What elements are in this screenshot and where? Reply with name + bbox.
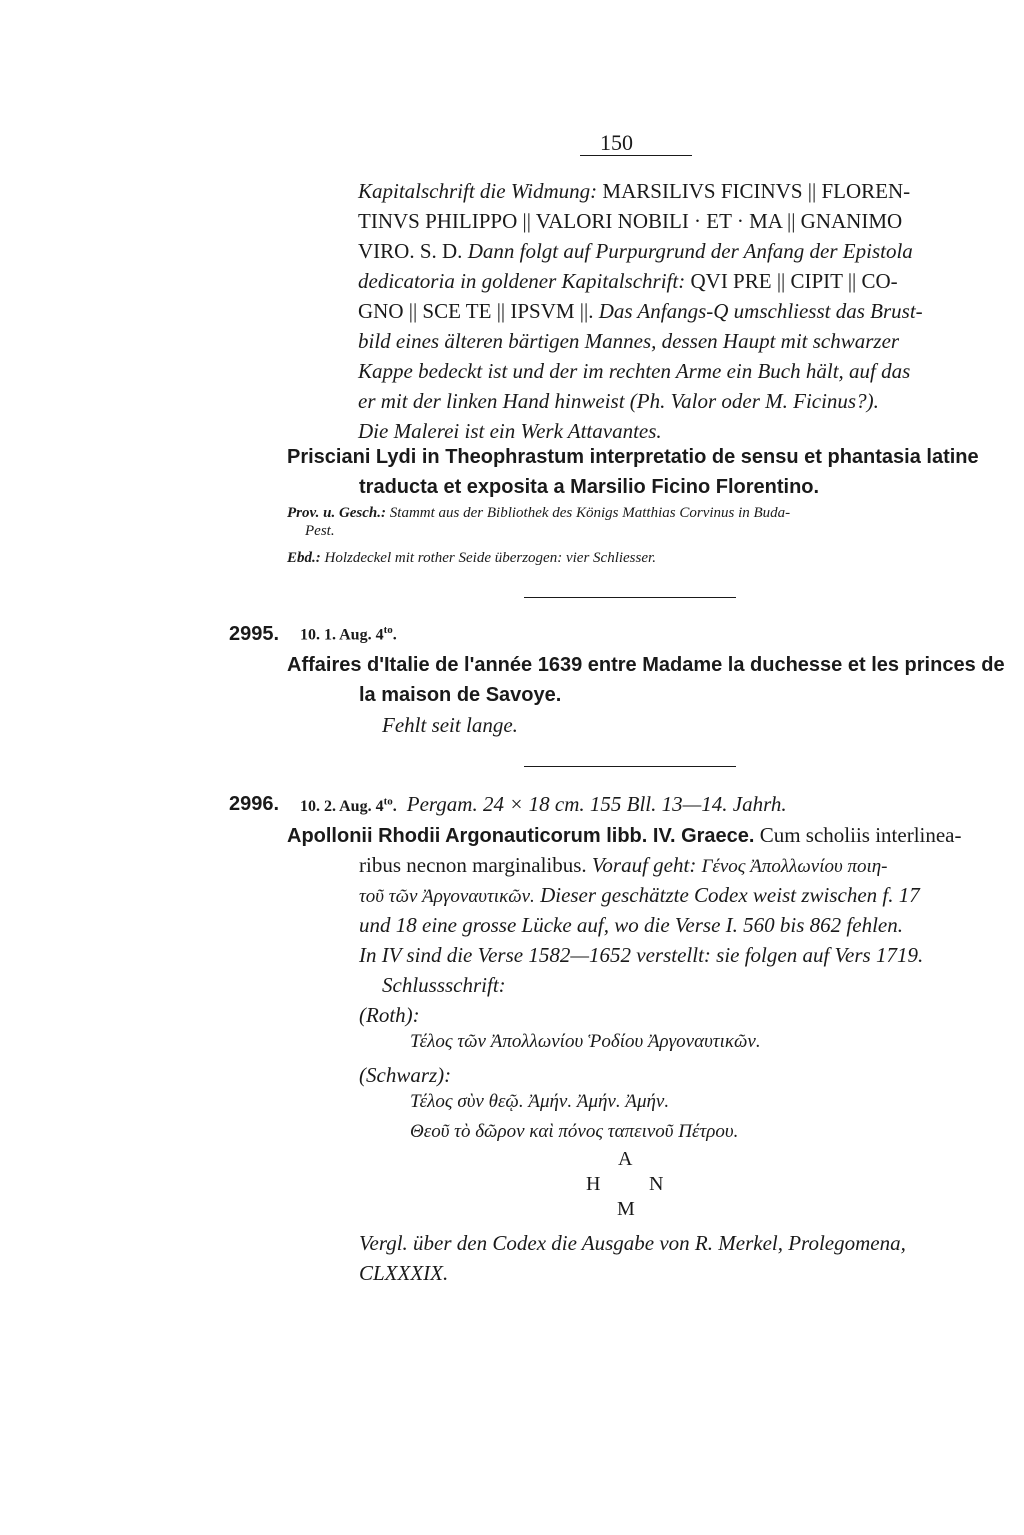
block1-line-1-roman: MARSILIVS FICINVS || FLOREN- (597, 179, 911, 203)
block1-line-5 (358, 296, 923, 326)
block1-line-3-roman: VIRO. S. D. (358, 239, 468, 263)
block1-provenance-line-1 (287, 502, 790, 524)
entry-2996-title: Apollonii Rhodii Argonauticorum libb. IV. Graece. (287, 825, 755, 847)
entry-2996-line-3 (359, 880, 920, 912)
entry-2996-shelfmark-sup: to (383, 795, 393, 808)
block1-title-line-1: Prisciani Lydi in Theophrastum interpretatio de sensu et phantasia latine (287, 446, 979, 468)
block1-line-8: er mit der linken Hand hinweist (Ph. Valor oder M. Ficinus?). (358, 389, 879, 413)
cross-letter-bottom: M (617, 1198, 635, 1220)
entry-2996-greek-line-3: Θεοῦ τὸ δῶρον καὶ πόνος ταπεινοῦ Πέτρου. (410, 1121, 739, 1142)
entry-2996-line-2 (359, 850, 888, 882)
entry-2996-shelfmark-main: 10. 2. Aug. 4 (300, 798, 384, 815)
entry-2996-reference-line-2: CLXXXIX. (359, 1261, 449, 1285)
entry-2996-line-4: und 18 eine grosse Lücke auf, wo die Verse I. 560 bis 862 fehlen. (359, 913, 903, 937)
block1-line-4 (358, 266, 898, 296)
block1-line-1-italic: Kapitalschrift die Widmung: (358, 179, 598, 203)
block1-line-7: Kappe bedeckt ist und der im rechten Arme ein Buch hält, auf das (358, 359, 911, 383)
block1-line-4-roman: QVI PRE || CIPIT || CO- (685, 269, 898, 293)
entry-2995-shelfmark (300, 624, 397, 644)
block1-provenance-line-2: Pest. (305, 523, 335, 539)
entry-2996-greek-line-2: Τέλος σὺν θεῷ. Ἀμήν. Ἀμήν. Ἀμήν. (410, 1091, 670, 1112)
block1-line-9: Die Malerei ist ein Werk Attavantes. (358, 419, 662, 443)
entry-2996-greek-line-1: Τέλος τῶν Ἀπολλωνίου Ῥοδίου Ἀργοναυτικῶν. (410, 1031, 761, 1052)
entry-2995-number: 2995. (229, 623, 280, 645)
entry-2995-shelfmark-sup: to (383, 624, 393, 636)
block1-binding-line (287, 547, 656, 569)
entry-2996-schlussschrift: Schlussschrift: (382, 973, 506, 997)
entry-2996-line-3-greek: τοῦ τῶν Ἀργοναυτικῶν. (359, 886, 535, 907)
entry-2995-title-line-2: la maison de Savoye. (359, 684, 562, 706)
separator-rule-2 (524, 766, 736, 767)
block1-line-3-italic: Dann folgt auf Purpurgrund der Anfang der Epistola (467, 239, 913, 263)
entry-2995-title-line-1: Affaires d'Italie de l'année 1639 entre Madame la duchesse et les princes de (287, 654, 1005, 676)
cross-letter-left: H (586, 1173, 601, 1195)
block1-line-4-italic: dedicatoria in goldener Kapitalschrift: (358, 269, 686, 293)
entry-2996-header (300, 792, 787, 817)
entry-2996-after-title: Cum scholiis interlinea- (754, 823, 962, 847)
separator-rule-1 (524, 597, 736, 598)
entry-2996-description: Pergam. 24 × 18 cm. 155 Bll. 13—14. Jahrh. (406, 792, 787, 816)
binding-text: Holzdeckel mit rother Seide überzogen: vier Schliesser. (320, 550, 656, 566)
entry-2996-number: 2996. (229, 793, 280, 815)
provenance-label: Prov. u. Gesch.: (287, 505, 387, 521)
entry-2996-shelfmark (300, 795, 397, 815)
entry-2996-line-5: In IV sind die Verse 1582—1652 verstellt: sie folgen auf Vers 1719. (359, 943, 924, 967)
entry-2995-shelfmark-end: . (392, 626, 397, 644)
entry-2995-shelfmark-main: 10. 1. Aug. 4 (300, 626, 384, 644)
block1-line-5-italic: Das Anfangs-Q umschliesst das Brust- (598, 299, 923, 323)
entry-2995-note: Fehlt seit lange. (382, 713, 518, 737)
cross-letter-right: N (649, 1173, 664, 1195)
entry-2996-line-2-italic: Vorauf geht: (591, 853, 702, 877)
entry-2996-line-1 (287, 820, 962, 851)
block1-line-5-roman: GNO || SCE TE || IPSVM ||. (358, 299, 599, 323)
page-number: 150 (600, 130, 633, 155)
entry-2996-roth: (Roth): (359, 1003, 420, 1027)
cross-letter-top: A (618, 1148, 633, 1170)
binding-label: Ebd.: (287, 550, 321, 566)
entry-2996-reference-line-1: Vergl. über den Codex die Ausgabe von R. Merkel, Prolegomena, (359, 1231, 906, 1255)
block1-line-3 (358, 236, 913, 266)
page-number-rule (580, 155, 692, 156)
entry-2996-line-2-roman: ribus necnon marginalibus. (359, 853, 592, 877)
block1-line-2: TINVS PHILIPPO || VALORI NOBILI · ET · MA || GNANIMO (358, 209, 903, 233)
entry-2996-line-2-greek: Γένος Ἀπολλωνίου ποιη- (701, 856, 888, 877)
provenance-text: Stammt aus der Bibliothek des Königs Matthias Corvinus in Buda- (386, 505, 791, 521)
entry-2996-shelfmark-end: . (392, 798, 397, 815)
entry-2996-schwarz: (Schwarz): (359, 1063, 452, 1087)
entry-2996-line-3-italic: Dieser geschätzte Codex weist zwischen f. 17 (534, 883, 920, 907)
block1-line-1 (358, 176, 910, 206)
block1-line-6: bild eines älteren bärtigen Mannes, dessen Haupt mit schwarzer (358, 329, 900, 353)
block1-title-line-2: traducta et exposita a Marsilio Ficino Florentino. (359, 476, 820, 498)
